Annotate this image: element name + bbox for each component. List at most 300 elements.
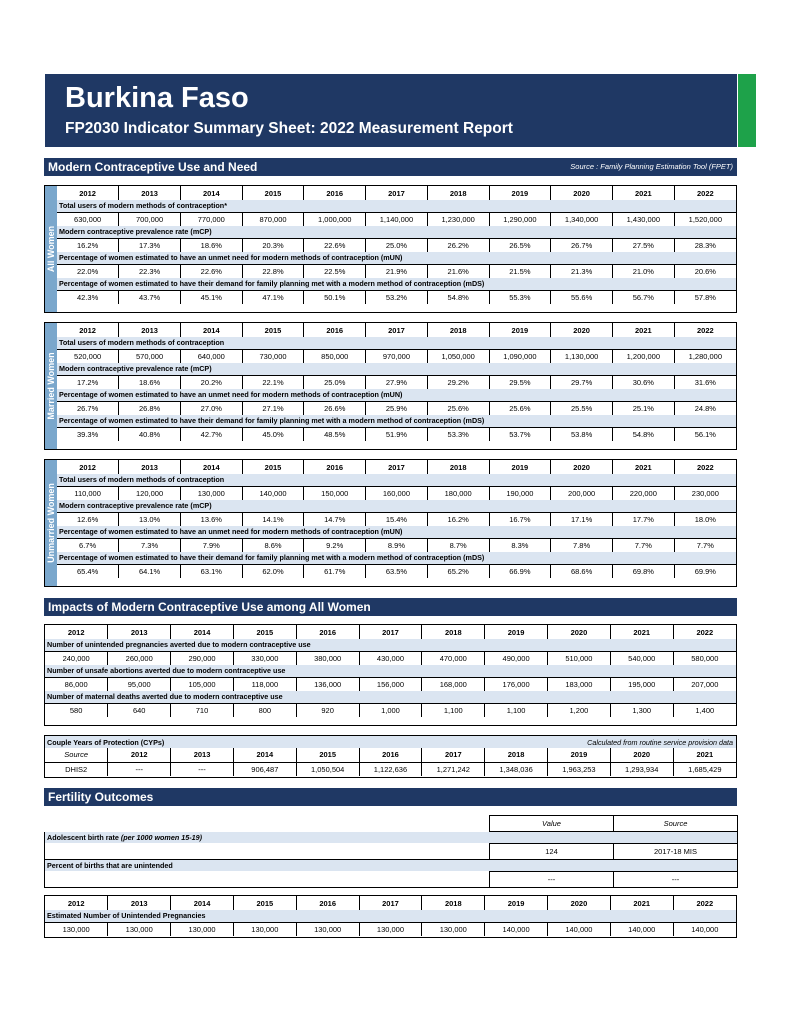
value-cell: 8.6% [242,538,304,552]
indicator-label: Percentage of women estimated to have an unmet need for modern methods of contraception (mUN) [57,389,736,401]
value-cell: 26.8% [119,401,181,415]
value-cell: 25.0% [304,375,366,389]
value-cell: 28.3% [674,238,736,252]
year-header-cell: 2018 [427,186,489,200]
value-cell: 7.8% [551,538,613,552]
value-cell: 520,000 [57,349,119,363]
cyp-values-row [45,762,736,776]
unintended-pregnancies-table [44,895,737,938]
value-cell: 1,090,000 [489,349,551,363]
year-header-cell: 2017 [366,460,428,474]
value-cell: 53.7% [489,427,551,441]
cyp-value-cell: 1,963,253 [548,762,611,776]
indicator-label: Modern contraceptive prevalence rate (mCP) [57,363,736,375]
fertility-value: 124 [490,844,614,860]
value-cell: 62.0% [242,564,304,578]
indicator-values-row [57,538,736,552]
value-cell: 1,520,000 [674,212,736,226]
indicator-label-row [57,252,736,264]
year-header-cell: 2022 [673,625,736,639]
value-cell: 14.1% [242,512,304,526]
data-table [57,323,736,441]
indicator-label-row [45,910,736,922]
value-cell: 140,000 [673,922,736,936]
value-cell: 39.3% [57,427,119,441]
year-header-row [45,625,736,639]
cyp-note: Calculated from routine service provision data [422,736,736,748]
year-header-cell: 2012 [79,188,96,198]
cyp-value-cell: --- [108,762,171,776]
value-cell: 27.1% [242,401,304,415]
year-header-cell: 2012 [79,325,96,335]
value-cell: 130,000 [45,922,108,936]
group-side-label-text: Unmarried Women [46,483,56,563]
value-cell: 920 [296,703,359,717]
value-cell: 183,000 [548,677,611,691]
value-cell: 220,000 [612,486,674,500]
value-cell: 1,000 [359,703,422,717]
value-cell: 16.7% [489,512,551,526]
value-cell: 22.3% [119,264,181,278]
value-cell: 68.6% [551,564,613,578]
value-cell: 1,340,000 [551,212,613,226]
value-cell: 130,000 [108,922,171,936]
fertility-value-row [45,872,738,888]
value-cell: 140,000 [548,922,611,936]
value-cell: 330,000 [233,651,296,665]
indicator-values-row [57,486,736,500]
year-header-cell: 2016 [304,460,366,474]
indicator-label-row [57,363,736,375]
cyp-year-cell: 2018 [485,748,548,762]
cyp-data-table [45,736,736,776]
cyp-value-cell: 1,685,429 [673,762,736,776]
indicator-label-row [57,200,736,212]
indicator-values-row [45,651,736,665]
value-cell: 136,000 [296,677,359,691]
year-header-cell: 2019 [489,460,551,474]
fertility-header-row [45,816,738,832]
cyp-source-value: DHIS2 [45,762,108,776]
value-cell: 13.6% [180,512,242,526]
year-header-cell: 2015 [233,625,296,639]
cyp-year-cell: 2013 [171,748,234,762]
value-cell: 380,000 [296,651,359,665]
value-cell: 195,000 [610,677,673,691]
value-cell: 1,290,000 [489,212,551,226]
value-cell: 53.2% [366,290,428,304]
value-cell: 25.5% [551,401,613,415]
indicator-label: Percentage of women estimated to have their demand for family planning met with a modern method of contraception (mDS) [57,552,736,564]
group-side-label [45,460,57,586]
value-cell: 26.5% [489,238,551,252]
group-side-label-text: All Women [46,225,56,273]
value-cell: 9.2% [304,538,366,552]
group-side-label [45,323,57,449]
year-header-cell: 2013 [108,625,171,639]
value-cell: 207,000 [673,677,736,691]
year-header-cell: 2017 [359,625,422,639]
year-header-cell: 2018 [422,896,485,910]
value-cell: 18.6% [119,375,181,389]
fertility-blank-cell [45,872,490,888]
value-cell: 130,000 [359,922,422,936]
value-cell: 66.9% [489,564,551,578]
value-cell: 63.1% [180,564,242,578]
value-cell: 200,000 [551,486,613,500]
indicator-label-row [45,665,736,677]
year-header-cell: 2013 [119,460,181,474]
value-cell: 25.6% [427,401,489,415]
value-cell: 13.0% [119,512,181,526]
indicator-label-row [57,415,736,427]
value-cell: 22.5% [304,264,366,278]
fertility-label-text: Percent of births that are unintended [47,861,173,870]
value-cell: 40.8% [119,427,181,441]
value-cell: 54.8% [612,427,674,441]
section-header-mcu [44,158,737,176]
year-header-cell: 2012 [67,898,85,908]
cyp-year-cell: 2020 [610,748,673,762]
year-header-cell: 2022 [674,460,736,474]
value-cell: 730,000 [242,349,304,363]
value-cell: 8.7% [427,538,489,552]
value-cell: 22.1% [242,375,304,389]
year-header-cell: 2016 [304,323,366,337]
value-cell: 63.5% [366,564,428,578]
value-cell: 850,000 [304,349,366,363]
indicator-values-row [57,212,736,226]
value-cell: 870,000 [242,212,304,226]
section-source: Source : Family Planning Estimation Tool (FPET) [570,162,733,171]
value-cell: 25.6% [489,401,551,415]
section-header-impacts [44,598,737,616]
year-header-cell: 2018 [427,323,489,337]
indicator-values-row [57,512,736,526]
value-cell: 61.7% [304,564,366,578]
year-header-cell: 2020 [551,186,613,200]
cyp-table [44,735,737,778]
cyp-value-cell: --- [171,762,234,776]
indicator-label-row [57,278,736,290]
value-cell: 130,000 [180,486,242,500]
cyp-title-row [45,736,736,748]
value-cell: 51.9% [366,427,428,441]
value-cell: 42.7% [180,427,242,441]
cyp-year-cell: 2012 [108,748,171,762]
value-cell: 130,000 [296,922,359,936]
value-cell: 710 [171,703,234,717]
cyp-year-cell: 2017 [422,748,485,762]
year-header-cell: 2021 [612,186,674,200]
indicator-values-row [57,401,736,415]
value-cell: 700,000 [119,212,181,226]
year-header-cell: 2017 [366,323,428,337]
cyp-value-cell: 1,122,636 [359,762,422,776]
indicator-values-row [57,427,736,441]
value-cell: 95,000 [108,677,171,691]
value-cell: 17.1% [551,512,613,526]
value-cell: 1,140,000 [366,212,428,226]
indicator-label: Number of unintended pregnancies averted due to modern contraceptive use [45,639,736,651]
value-cell: 27.9% [366,375,428,389]
year-header-row [57,323,736,337]
value-cell: 20.6% [674,264,736,278]
value-cell: 27.0% [180,401,242,415]
year-header-cell: 2022 [674,323,736,337]
fertility-table [44,815,737,885]
value-cell: 45.1% [180,290,242,304]
cyp-title: Couple Years of Protection (CYPs) [45,736,422,748]
indicator-label: Total users of modern methods of contraception [57,474,736,486]
value-cell: 7.9% [180,538,242,552]
value-cell: 53.8% [551,427,613,441]
cyp-value-cell: 1,348,036 [485,762,548,776]
value-cell: 22.0% [57,264,119,278]
cyp-year-cell: 2021 [673,748,736,762]
value-cell: 770,000 [180,212,242,226]
year-header-cell: 2020 [548,896,611,910]
value-cell: 8.9% [366,538,428,552]
year-header-cell: 2014 [180,186,242,200]
value-cell: 110,000 [57,486,119,500]
year-header-cell: 2021 [610,896,673,910]
data-table [45,896,736,936]
value-cell: 1,130,000 [551,349,613,363]
year-header-cell: 2016 [296,896,359,910]
value-cell: 17.7% [612,512,674,526]
year-header-cell: 2016 [304,186,366,200]
year-header-cell: 2018 [427,460,489,474]
value-cell: 130,000 [233,922,296,936]
year-header-cell: 2019 [489,186,551,200]
value-cell: 27.5% [612,238,674,252]
value-cell: 26.2% [427,238,489,252]
year-header-row [57,186,736,200]
fertility-label-italic: (per 1000 women 15-19) [120,833,202,842]
value-cell: 1,100 [422,703,485,717]
value-cell: 290,000 [171,651,234,665]
data-table [57,460,736,578]
value-cell: 640,000 [180,349,242,363]
value-cell: 65.4% [57,564,119,578]
indicator-label: Estimated Number of Unintended Pregnancies [45,910,736,922]
value-cell: 47.1% [242,290,304,304]
fertility-value-header: Value [490,816,614,832]
value-cell: 800 [233,703,296,717]
year-header-cell: 2019 [489,323,551,337]
year-header-cell: 2017 [359,896,422,910]
year-header-cell: 2020 [551,323,613,337]
year-header-cell: 2014 [180,323,242,337]
value-cell: 22.6% [304,238,366,252]
value-cell: 1,230,000 [427,212,489,226]
value-cell: 17.2% [57,375,119,389]
section-title: Impacts of Modern Contraceptive Use among All Women [48,600,371,614]
value-cell: 43.7% [119,290,181,304]
value-cell: 156,000 [359,677,422,691]
section-title: Fertility Outcomes [48,790,154,804]
year-header-cell: 2020 [551,460,613,474]
group-side-label-text: Married Women [46,352,56,420]
value-cell: 31.6% [674,375,736,389]
fertility-source: 2017-18 MIS [614,844,738,860]
fertility-source: --- [614,872,738,888]
value-cell: 16.2% [57,238,119,252]
value-cell: 8.3% [489,538,551,552]
value-cell: 105,000 [171,677,234,691]
value-cell: 45.0% [242,427,304,441]
value-cell: 1,000,000 [304,212,366,226]
indicator-label: Percentage of women estimated to have their demand for family planning met with a modern method of contraception (mDS) [57,278,736,290]
cyp-year-cell: 2014 [233,748,296,762]
cyp-value-cell: 1,293,934 [610,762,673,776]
value-cell: 18.6% [180,238,242,252]
year-header-cell: 2022 [674,186,736,200]
value-cell: 69.8% [612,564,674,578]
value-cell: 7.3% [119,538,181,552]
value-cell: 65.2% [427,564,489,578]
value-cell: 118,000 [233,677,296,691]
year-header-cell: 2020 [548,625,611,639]
year-header-cell: 2015 [242,323,304,337]
fertility-blank-header [45,816,490,832]
year-header-cell: 2013 [108,896,171,910]
fertility-label-row [45,832,738,844]
value-cell: 15.4% [366,512,428,526]
value-cell: 240,000 [45,651,108,665]
value-cell: 140,000 [485,922,548,936]
value-cell: 56.1% [674,427,736,441]
value-cell: 1,300 [610,703,673,717]
indicator-group-married-women [44,322,737,450]
indicator-label-row [57,500,736,512]
fertility-source-header: Source [614,816,738,832]
year-header-cell: 2021 [612,323,674,337]
year-header-cell: 2019 [485,896,548,910]
value-cell: 21.6% [427,264,489,278]
year-header-cell: 2015 [242,186,304,200]
fertility-blank-cell [45,844,490,860]
indicator-label-row [57,389,736,401]
year-header-row [57,460,736,474]
value-cell: 55.6% [551,290,613,304]
year-header-cell: 2017 [366,186,428,200]
value-cell: 230,000 [674,486,736,500]
accent-bar [738,74,756,147]
value-cell: 18.0% [674,512,736,526]
value-cell: 1,100 [485,703,548,717]
value-cell: 580 [45,703,108,717]
value-cell: 30.6% [612,375,674,389]
cyp-year-row [45,748,736,762]
value-cell: 140,000 [242,486,304,500]
year-header-row [45,896,736,910]
value-cell: 22.8% [242,264,304,278]
value-cell: 180,000 [427,486,489,500]
data-table [57,186,736,304]
year-header-cell: 2014 [171,896,234,910]
value-cell: 540,000 [610,651,673,665]
header-banner [45,74,737,147]
value-cell: 17.3% [119,238,181,252]
value-cell: 29.7% [551,375,613,389]
fertility-label [45,832,738,844]
section-header-fertility [44,788,737,806]
value-cell: 20.2% [180,375,242,389]
value-cell: 21.0% [612,264,674,278]
year-header-cell: 2014 [171,625,234,639]
indicator-values-row [57,564,736,578]
value-cell: 7.7% [612,538,674,552]
indicator-values-row [57,375,736,389]
indicator-label: Modern contraceptive prevalence rate (mCP) [57,226,736,238]
year-header-cell: 2015 [242,460,304,474]
indicator-label: Percentage of women estimated to have their demand for family planning met with a modern method of contraception (mDS) [57,415,736,427]
year-header-cell: 2022 [673,896,736,910]
indicator-label: Modern contraceptive prevalence rate (mCP) [57,500,736,512]
cyp-source-header: Source [64,750,89,760]
section-title: Modern Contraceptive Use and Need [48,160,258,174]
indicator-group-unmarried-women [44,459,737,587]
value-cell: 48.5% [304,427,366,441]
value-cell: 86,000 [45,677,108,691]
fertility-data-table [44,815,738,888]
value-cell: 140,000 [610,922,673,936]
year-header-cell: 2013 [119,323,181,337]
value-cell: 16.2% [427,512,489,526]
data-table [45,625,736,717]
indicator-values-row [45,703,736,717]
indicator-label-row [57,552,736,564]
fertility-label [45,860,738,872]
value-cell: 430,000 [359,651,422,665]
indicator-label: Total users of modern methods of contraception [57,337,736,349]
value-cell: 53.3% [427,427,489,441]
indicator-label: Number of maternal deaths averted due to modern contraceptive use [45,691,736,703]
value-cell: 168,000 [422,677,485,691]
year-header-cell: 2013 [119,186,181,200]
value-cell: 22.6% [180,264,242,278]
year-header-cell: 2012 [79,462,96,472]
indicator-group-all-women [44,185,737,313]
country-title: Burkina Faso [65,82,249,114]
indicator-values-row [57,290,736,304]
indicator-values-row [57,238,736,252]
value-cell: 12.6% [57,512,119,526]
year-header-cell: 2016 [296,625,359,639]
value-cell: 6.7% [57,538,119,552]
value-cell: 1,200,000 [612,349,674,363]
value-cell: 510,000 [548,651,611,665]
year-header-cell: 2014 [180,460,242,474]
value-cell: 14.7% [304,512,366,526]
year-header-cell: 2019 [485,625,548,639]
value-cell: 130,000 [422,922,485,936]
value-cell: 7.7% [674,538,736,552]
indicator-label: Total users of modern methods of contraception* [57,200,736,212]
indicator-label: Percentage of women estimated to have an unmet need for modern methods of contraception (mUN) [57,252,736,264]
value-cell: 26.7% [551,238,613,252]
value-cell: 25.9% [366,401,428,415]
value-cell: 21.3% [551,264,613,278]
year-header-cell: 2012 [67,627,85,637]
value-cell: 970,000 [366,349,428,363]
value-cell: 20.3% [242,238,304,252]
cyp-value-cell: 906,487 [233,762,296,776]
indicator-values-row [57,264,736,278]
indicator-label-row [45,639,736,651]
